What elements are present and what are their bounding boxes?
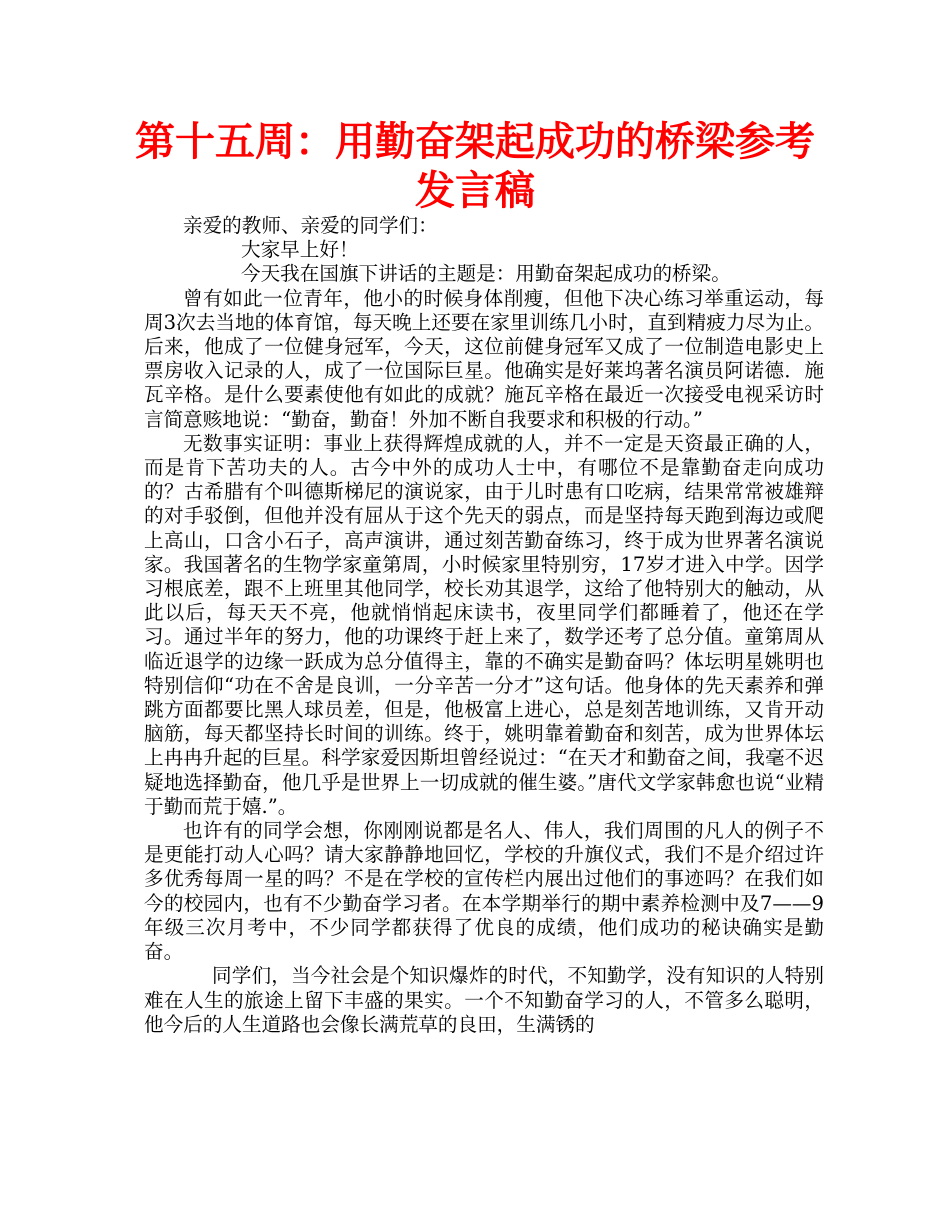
examples-paragraph: 无数事实证明：事业上获得辉煌成就的人，并不一定是天资最正确的人，而是肯下苦功夫的人。古今中外的成功人士中，有哪位不是靠勤奋走向成功的？古希腊有个叫德斯梯尼的演说家，由于儿时患有口吃病，结果常常被雄辩的对手驳倒，但他并没有屈从于这个先天的弱点，而是坚持每天跑到海边或爬上高山，口含小石子，高声演讲，通过刻苦勤奋练习，终于成为世界著名演说家。我国著名的生物学家童第周，小时候家里特别穷，17岁才进入中学。因学习根底差，跟不上班里其他同学，校长劝其退学，这给了他特别大的触动，从此以后，每天天不亮，他就悄悄起床读书，夜里同学们都睡着了，他还在学习。通过半年的努力，他的功课终于赶上来了，数学还考了总分值。童第周从临近退学的边缘一跃成为总分值得主，靠的不确实是勤奋吗？体坛明星姚明也特别信仰“功在不舍是良训，一分辛苦一分才”这句话。他身体的先天素养和弹跳方面都要比黑人球员差，但是，他极富上进心，总是刻苦地训练，又肯开动脑筋，每天都坚持长时间的训练。终于，姚明靠着勤奋和刻苦，成为世界体坛上冉冉升起的巨星。科学家爱因斯坦曾经说过：“在天才和勤奋之间，我毫不迟疑地选择勤奋，他几乎是世界上一切成就的催生婆。”唐代文学家韩愈也说“业精于勤而荒于嬉.”。 [144,431,824,818]
greeting-paragraph: 大家早上好！ [241,238,359,262]
page-title: 第十五周：用勤奋架起成功的桥梁参考发言稿 [135,119,815,214]
schwarzenegger-paragraph: 曾有如此一位青年，他小的时候身体削瘦，但他下决心练习举重运动，每周3次去当地的体育馆，每天晚上还要在家里训练几小时，直到精疲力尽为止。后来，他成了一位健身冠军，今天，这位前健身冠军又成了一位制造电影史上票房收入记录的人，成了一位国际巨星。他确实是好莱坞著名演员阿诺德．施瓦辛格。是什么要素使他有如此的成就？施瓦辛格在最近一次接受电视采访时言简意赅地说：“勤奋，勤奋！外加不断自我要求和积极的行动。” [144,286,824,431]
salutation-paragraph: 亲爱的教师、亲爱的同学们： [183,214,438,237]
closing-paragraph: 同学们，当今社会是个知识爆炸的时代，不知勤学，没有知识的人特别难在人生的旅途上留下丰盛的果实。一个不知勤奋学习的人，不管多么聪明，他今后的人生道路也会像长满荒草的良田，生满锈的 [144,964,824,1036]
classmates-paragraph: 也许有的同学会想，你刚刚说都是名人、伟人，我们周围的凡人的例子不是更能打动人心吗？请大家静静地回忆，学校的升旗仪式，我们不是介绍过许多优秀每周一星的吗？不是在学校的宣传栏内展出过他们的事迹吗？在我们如今的校园内，也有不少勤奋学习者。在本学期举行的期中素养检测中及7——9年级三次月考中，不少同学都获得了优良的成绩，他们成功的秘诀确实是勤奋。 [144,819,824,964]
topic-paragraph: 今天我在国旗下讲话的主题是：用勤奋架起成功的桥梁。 [241,262,731,286]
speech-body [144,214,824,1037]
